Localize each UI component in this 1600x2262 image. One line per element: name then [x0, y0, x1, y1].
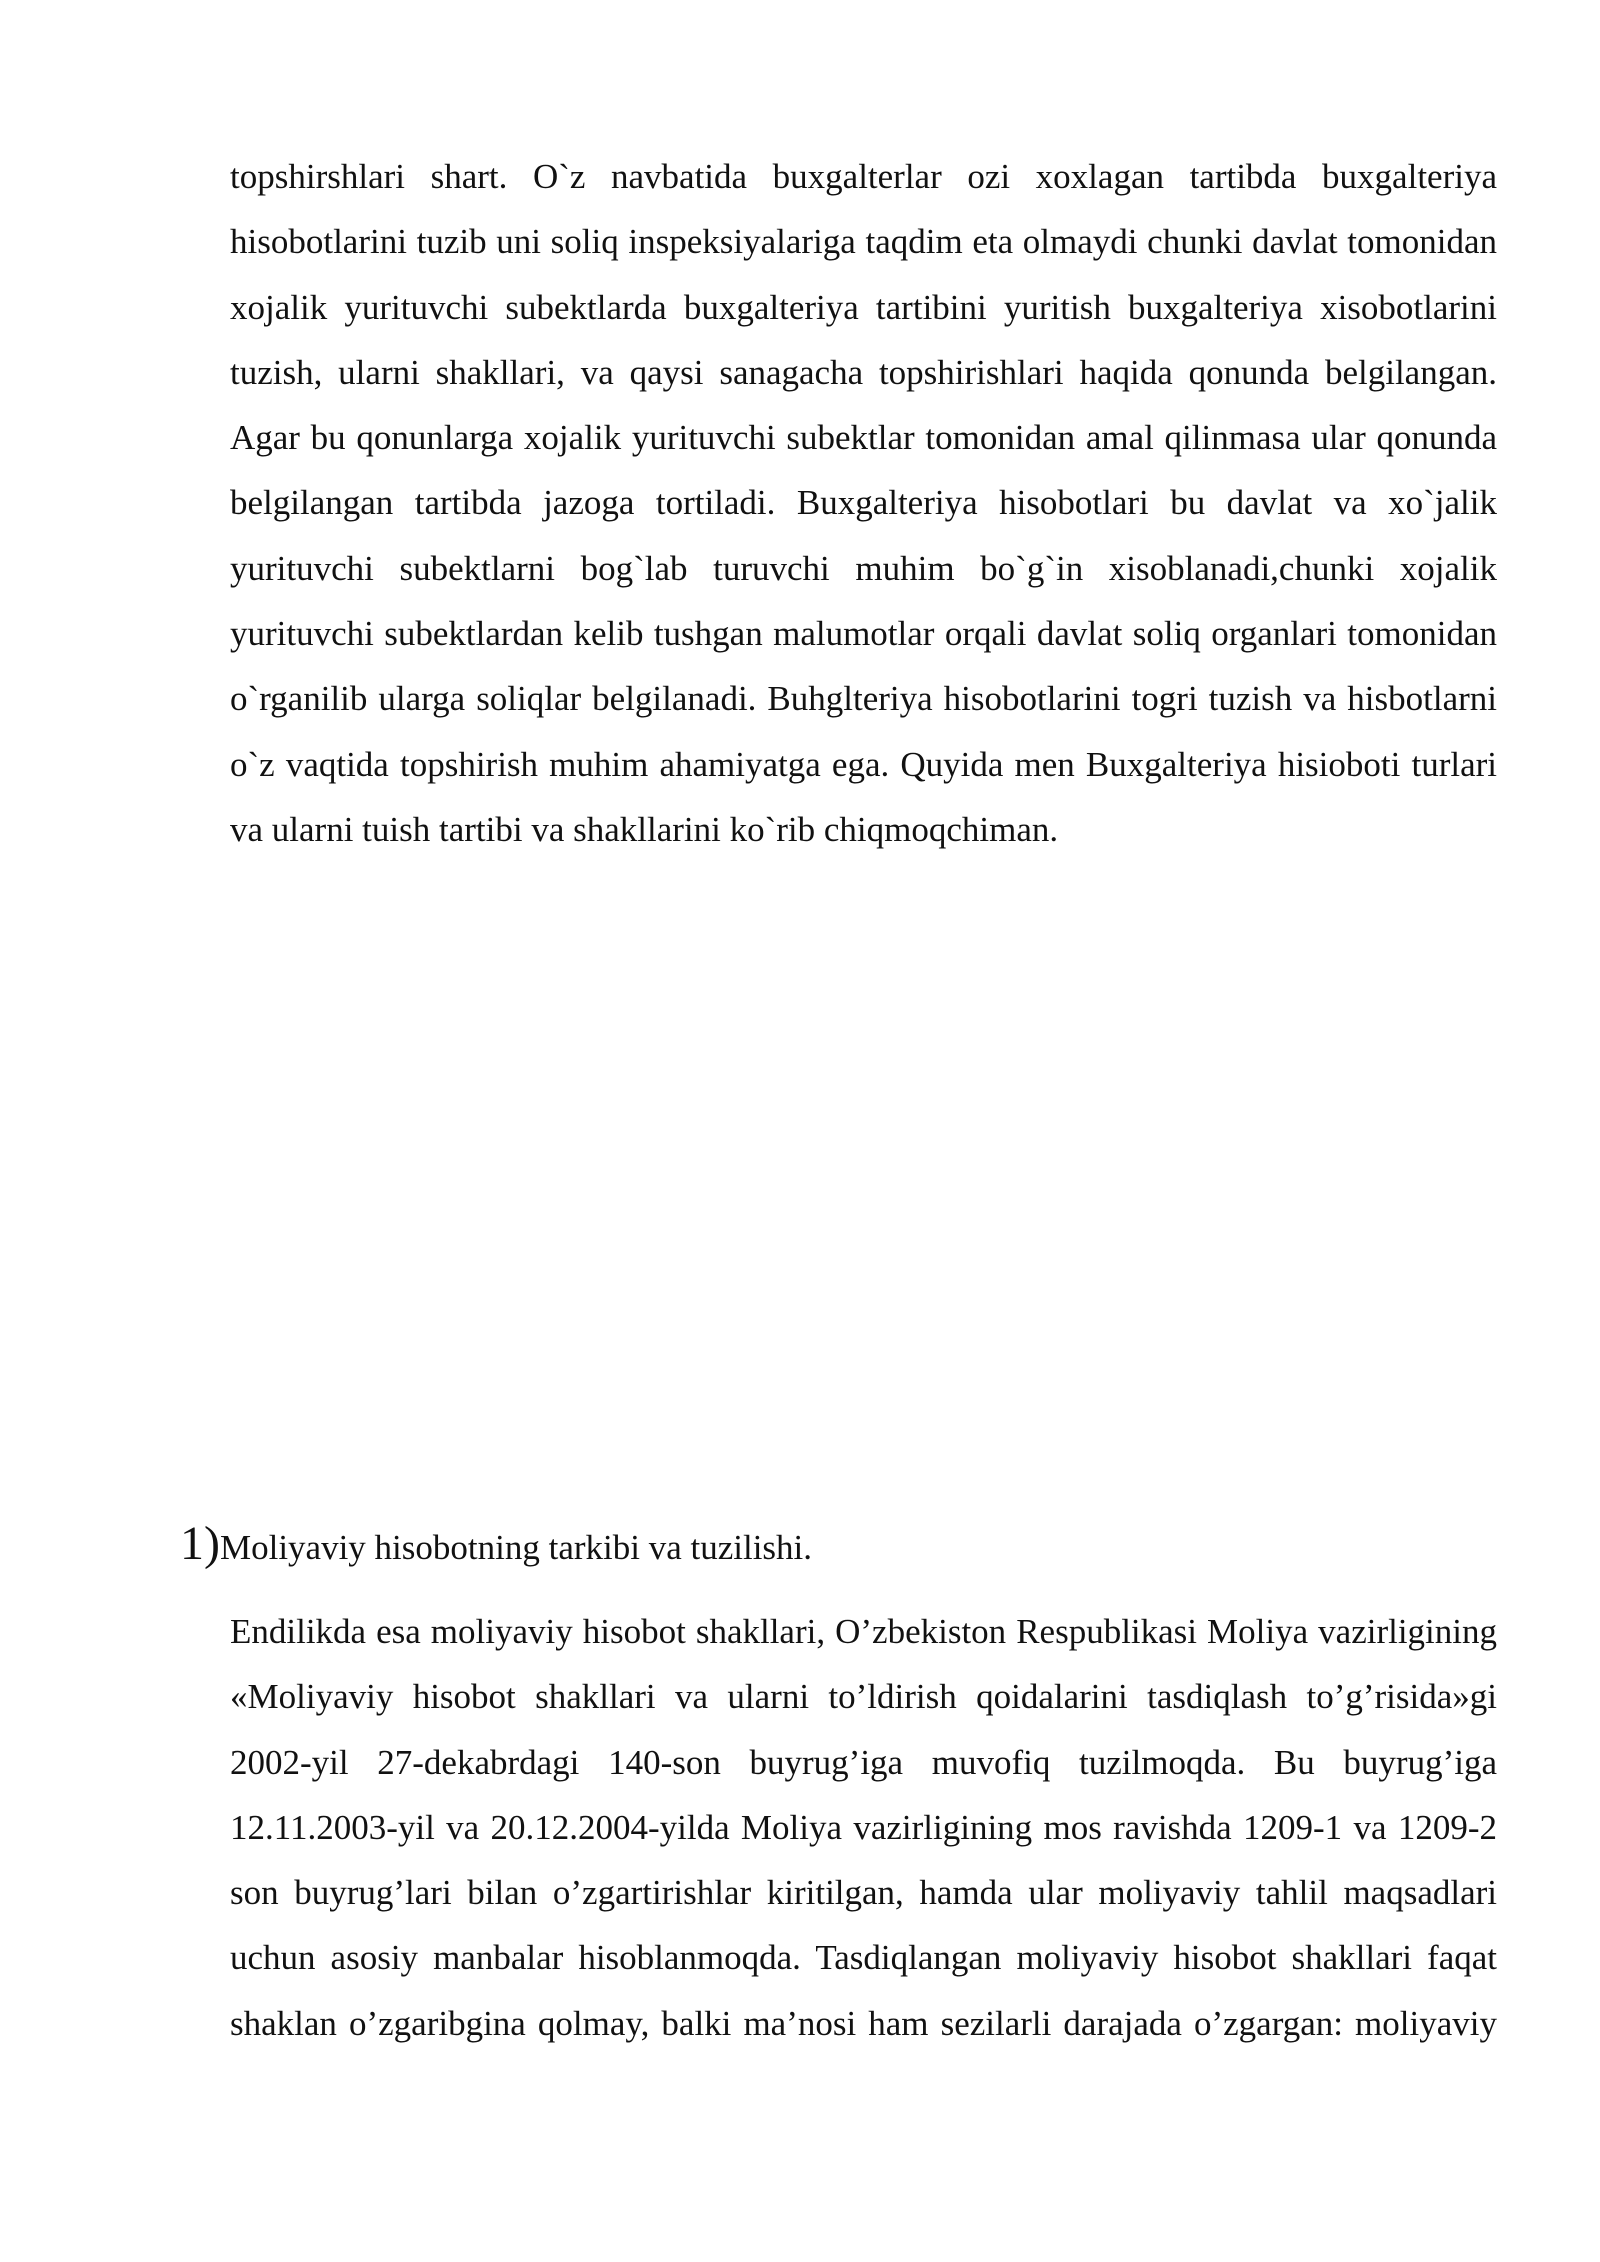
- body-paragraph-2: Endilikda esa moliyaviy hisobot shakllari, O’zbekiston Respublikasi Moliya vazirligining «Moliyaviy hisobot shakllari va ularni to’ldirish qoidalarini tasdiqlash to’g’risida»gi 2002-yil 27-dekabrdagi 140-son buyrug’iga muvofiq tuzilmoqda. Bu buyrug’iga 12.11.2003-yil va 20.12.2004-yilda Moliya vazirligining mos ravishda 1209-1 va 1209-2 son buyrug’lari bilan o’zgartirishlar kiritilgan, hamda ular moliyaviy tahlil maqsadlari uchun asosiy manbalar hisoblanmoqda. Tasdiqlangan moliyaviy hisobot shakllari faqat shaklan o’zgaribgina qolmay, balki ma’nosi ham sezilarli darajada o’zgargan: moliyaviy: [230, 1612, 1497, 2043]
- section-title: Moliyaviy hisobotning tarkibi va tuzilishi.: [219, 1528, 813, 1567]
- section-heading: [180, 1514, 812, 1578]
- section-number: 1): [180, 1517, 220, 1570]
- body-paragraph-1: topshirshlari shart. O`z navbatida buxgalterlar ozi xoxlagan tartibda buxgalteriya hisobotlarini tuzib uni soliq inspeksiyalariga taqdim eta olmaydi chunki davlat tomonidan xojalik yurituvchi subektlarda buxgalteriya tartibini yuritish buxgalteriya xisobotlarini tuzish, ularni shakllari, va qaysi sanagacha topshirishlari haqida qonunda belgilangan. Agar bu qonunlarga xojalik yurituvchi subektlar tomonidan amal qilinmasa ular qonunda belgilangan tartibda jazoga tortiladi. Buxgalteriya hisobotlari bu davlat va xo`jalik yurituvchi subektlarni bog`lab turuvchi muhim bo`g`in xisoblanadi,chunki xojalik yurituvchi subektlardan kelib tushgan malumotlar orqali davlat soliq organlari tomonidan o`rganilib ularga soliqlar belgilanadi. Buhglteriya hisobotlarini togri tuzish va hisbotlarni o`z vaqtida topshirish muhim ahamiyatga ega. Quyida men Buxgalteriya hisioboti turlari va ularni tuish tartibi va shakllarini ko`rib chiqmoqchiman.: [230, 157, 1497, 849]
